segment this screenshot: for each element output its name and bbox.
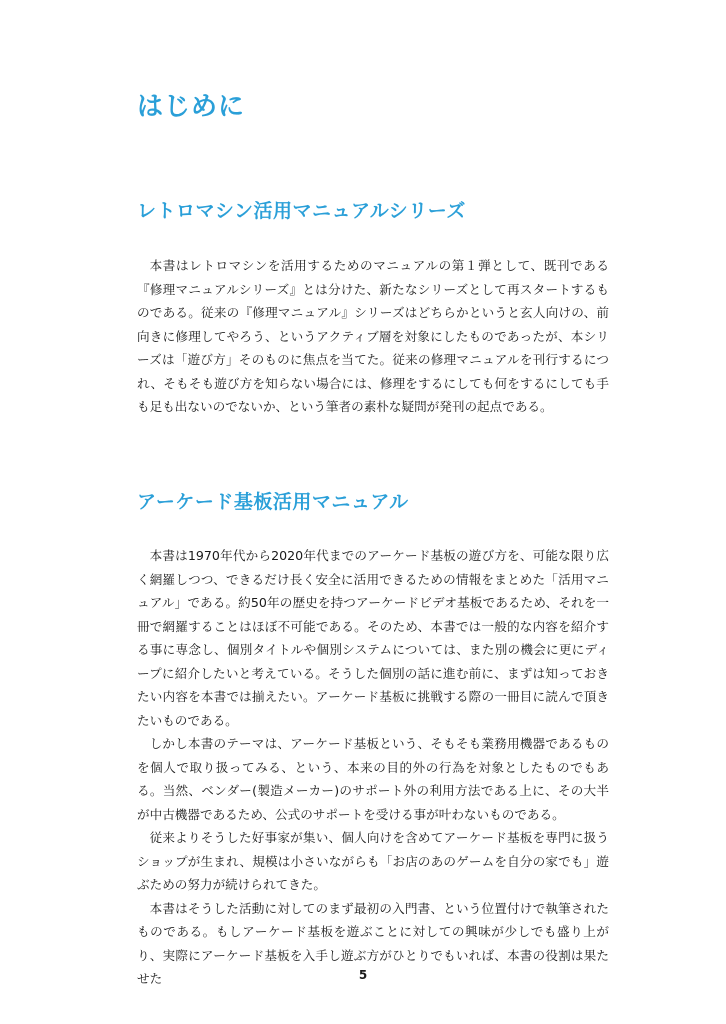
page-title: はじめに <box>137 92 246 122</box>
section-body-retro-machine-series <box>137 254 609 419</box>
page-number: 5 <box>358 968 368 982</box>
paragraph: しかし本書のテーマは、アーケード基板という、そもそも業務用機器であるものを個人で取り扱ってみる、という、本来の目的外の行為を対象としたものでもある。当然、ベンダー(製造メーカー)のサポート外の利用方法である上に、その大半が中古機器であるため、公式のサポートを受ける事が叶わないものである。 <box>137 736 609 822</box>
paragraph: 本書はレトロマシンを活用するためのマニュアルの第１弾として、既刊である『修理マニュアルシリーズ』とは分けた、新たなシリーズとして再スタートするものである。従来の『修理マニュアル』シリーズはどちらかというと玄人向けの、前向きに修理してやろう、というアクティブ層を対象にしたものであったが、本シリーズは「遊び方」そのものに焦点を当てた。従来の修理マニュアルを刊行するにつれ、そもそも遊び方を知らない場合には、修理をするにしても何をするにしても手も足も出ないのでないか、という筆者の素朴な疑問が発刊の起点である。 <box>137 258 609 414</box>
section-heading-retro-machine-series: レトロマシン活用マニュアルシリーズ <box>137 200 466 222</box>
paragraph: 従来よりそうした好事家が集い、個人向けを含めてアーケード基板を専門に扱うショップが生まれ、規模は小さいながらも「お店のあのゲームを自分の家でも」遊ぶための努力が続けられてきた。 <box>137 830 609 892</box>
paragraph: 本書は1970年代から2020年代までのアーケード基板の遊び方を、可能な限り広く網羅しつつ、できるだけ長く安全に活用できるための情報をまとめた「活用マニュアル」である。約50年の歴史を持つアーケードビデオ基板であるため、それを一冊で網羅することはほぼ不可能である。そのため、本書では一般的な内容を紹介する事に専念し、個別タイトルや個別システムについては、また別の機会に更にディープに紹介したいと考えている。そうした個別の話に進む前に、まずは知っておきたい内容を本書では揃えたい。アーケード基板に挑戦する際の一冊目に読んで頂きたいものである。 <box>137 548 609 728</box>
section-body-arcade-board-manual <box>137 544 609 991</box>
section-heading-arcade-board-manual: アーケード基板活用マニュアル <box>137 491 409 513</box>
paragraph: 本書はそうした活動に対してのまず最初の入門書、という位置付けで執筆されたものである。もしアーケード基板を遊ぶことに対しての興味が少しでも盛り上がり、実際にアーケード基板を入手し遊ぶ方がひとりでもいれば、本書の役割は果たせた <box>137 900 610 986</box>
